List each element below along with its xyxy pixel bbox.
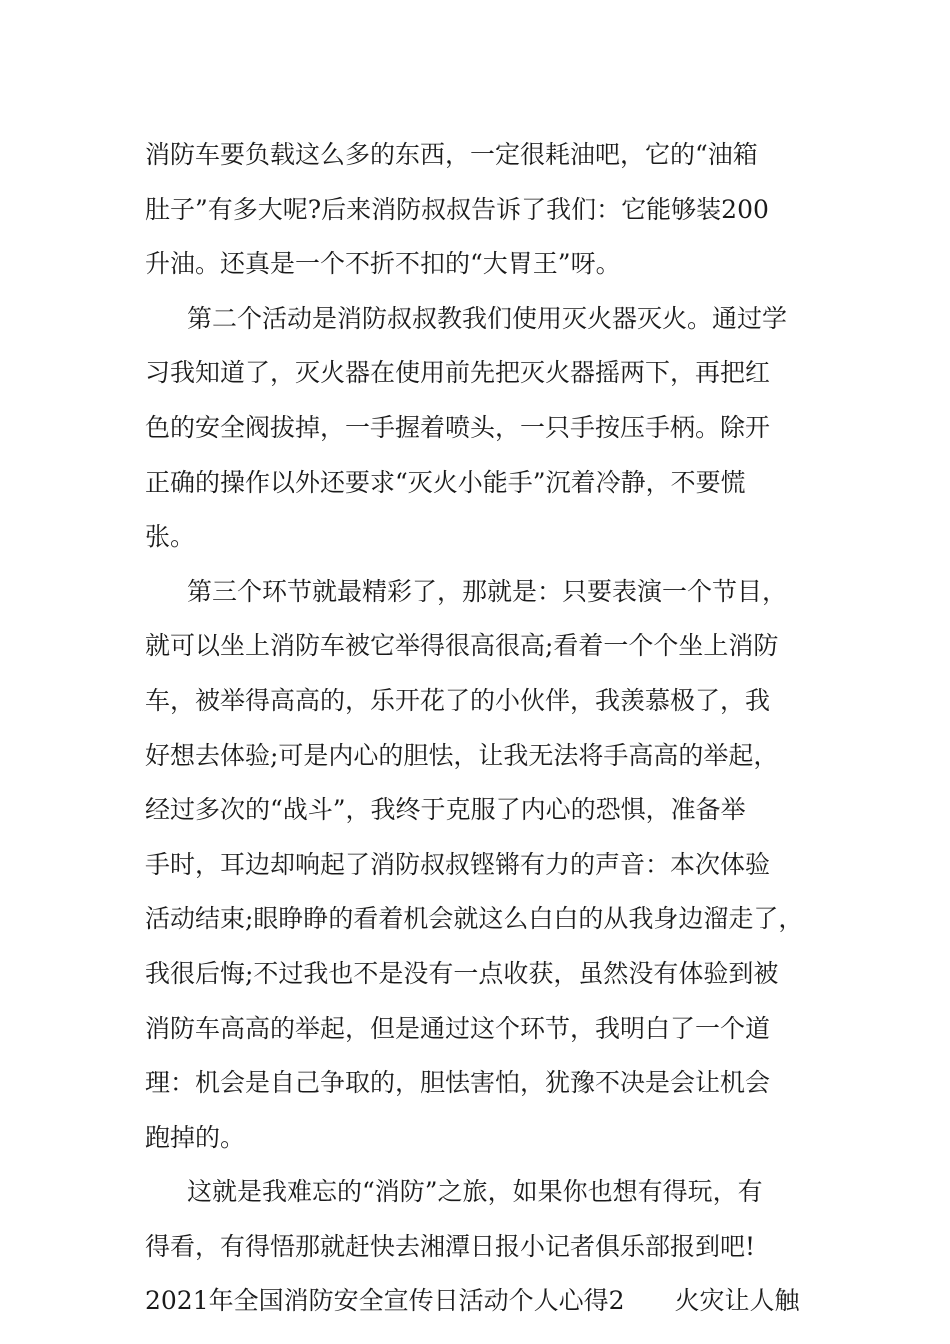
- text-line: 色的安全阀拔掉，一手握着喷头，一只手按压手柄。除开: [145, 412, 771, 442]
- text-line: 我很后悔;不过我也不是没有一点收获，虽然没有体验到被: [145, 958, 779, 988]
- paragraph-start-line: 第三个环节就最精彩了，那就是：只要表演一个节目，: [187, 576, 788, 606]
- text-line: 好想去体验;可是内心的胆怯，让我无法将手高高的举起，: [145, 740, 779, 770]
- text-line: 活动结束;眼睁睁的看着机会就这么白白的从我身边溜走了，: [145, 904, 804, 934]
- paragraph-start-line: 第二个活动是消防叔叔教我们使用灭火器灭火。通过学: [187, 303, 788, 333]
- text-line: 升油。还真是一个不折不扣的“大胃王”呀。: [145, 249, 621, 279]
- text-line: 张。: [145, 522, 196, 552]
- text-line: 车，被举得高高的，乐开花了的小伙伴，我羡慕极了，我: [145, 685, 771, 715]
- text-line: 消防车要负载这么多的东西，一定很耗油吧，它的“油箱: [145, 140, 758, 169]
- text-line: 肚子”有多大呢?后来消防叔叔告诉了我们：它能够装200: [145, 194, 769, 224]
- text-line: 消防车高高的举起，但是通过这个环节，我明白了一个道: [145, 1013, 771, 1043]
- body-text: [145, 128, 815, 1329]
- text-line: 跑掉的。: [145, 1122, 246, 1152]
- text-line: 经过多次的“战斗”，我终于克服了内心的恐惧，准备举: [145, 795, 746, 825]
- heading-line: 2021年全国消防安全宣传日活动个人心得2 火灾让人触: [145, 1286, 800, 1316]
- text-line: 正确的操作以外还要求“灭火小能手”沉着冷静，不要慌: [145, 467, 746, 497]
- text-line: 理：机会是自己争取的，胆怯害怕，犹豫不决是会让机会: [145, 1068, 771, 1098]
- text-line: 就可以坐上消防车被它举得很高很高;看着一个个坐上消防: [145, 631, 779, 661]
- text-line: 手时，耳边却响起了消防叔叔铿锵有力的声音：本次体验: [145, 849, 771, 879]
- text-line: 得看，有得悟那就赶快去湘潭日报小记者俱乐部报到吧!: [145, 1231, 756, 1261]
- paragraph-start-line: 这就是我难忘的“消防”之旅，如果你也想有得玩，有: [187, 1177, 763, 1207]
- text-line: 习我知道了，灭火器在使用前先把灭火器摇两下，再把红: [145, 358, 771, 388]
